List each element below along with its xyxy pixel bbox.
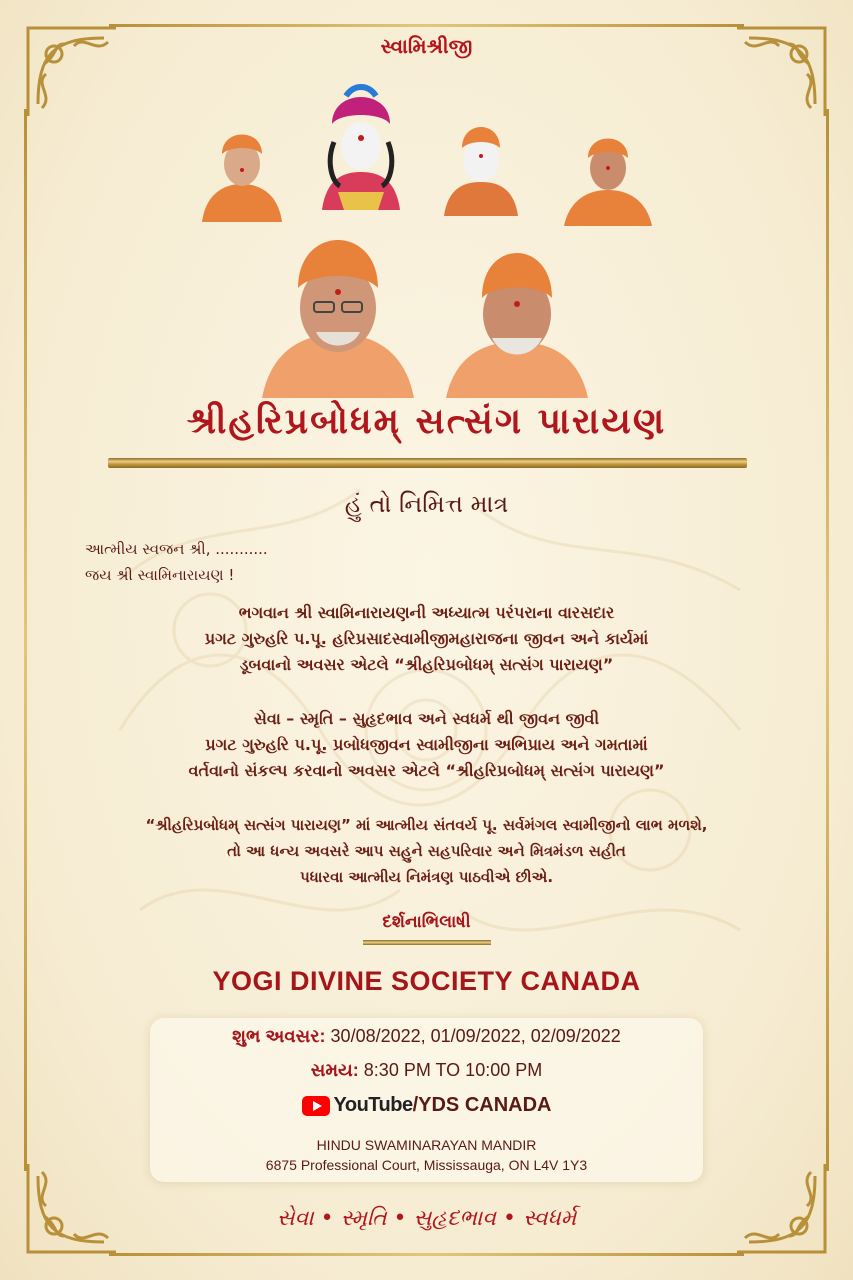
darshan-underline	[363, 940, 491, 945]
youtube-wordmark: YouTube	[333, 1094, 413, 1116]
paragraph-3-line: “શ્રીહરિપ્રબોધમ્ સત્સંગ પારાયણ” માં આત્મીય સંતવર્ય પૂ. સર્વમંગલ સ્વામીજીનો લાભ મળશે,	[145, 816, 708, 834]
organization-name: YOGI DIVINE SOCIETY CANADA	[212, 966, 641, 996]
paragraph-2	[0, 706, 853, 784]
main-title: શ્રીહરિપ્રબોધમ્ સત્સંગ પારાયણ	[186, 400, 667, 442]
venue-address: 6875 Professional Court, Mississauga, ON L4V 1Y3	[265, 1157, 588, 1173]
time-label: સમય:	[310, 1060, 359, 1080]
date-label: શુભ અવસર:	[232, 1026, 326, 1046]
paragraph-1-line: ભગવાન શ્રી સ્વામિનારાયણની અધ્યાત્મ પરંપરાના વારસદાર	[238, 603, 615, 622]
paragraph-2-line: સેવા – સ્મૃતિ – સુહૃદભાવ અને સ્વધર્મ થી જીવન જીવી	[253, 709, 600, 728]
time-row	[0, 1060, 853, 1081]
saint-portrait-left	[196, 118, 288, 222]
event-dates: 30/08/2022, 01/09/2022, 02/09/2022	[330, 1026, 621, 1046]
greeting-line-2: જય શ્રી સ્વામિનારાયણ !	[85, 566, 235, 584]
paragraph-3	[0, 812, 853, 890]
frame-top-line	[109, 24, 744, 27]
deity-portrait-white	[438, 112, 524, 216]
footer-motto: સેવા • સ્મૃતિ • સુહૃદભાવ • સ્વધર્મ	[276, 1206, 577, 1231]
venue-name: HINDU SWAMINARAYAN MANDIR	[316, 1137, 537, 1153]
paragraph-3-line: તો આ ધન્ય અવસરે આપ સહુને સહપરિવાર અને મિત્રમંડળ સહીત	[227, 842, 626, 860]
paragraph-3-line: પધારવા આત્મીય નિમંત્રણ પાઠવીએ છીએ.	[299, 868, 554, 886]
darshan-label: દર્શનાભિલાષી	[382, 912, 471, 932]
paragraph-2-line: વર્તવાનો સંકલ્પ કરવાનો અવસર એટલે “શ્રીહરિપ્રબોધમ્ સત્સંગ પારાયણ”	[188, 761, 665, 780]
youtube-row[interactable]	[0, 1094, 853, 1117]
paragraph-1	[0, 600, 853, 678]
deity-portrait-center	[318, 82, 404, 210]
title-underline	[108, 458, 747, 468]
event-time: 8:30 PM TO 10:00 PM	[363, 1060, 543, 1080]
greeting-line-1: આત્મીય સ્વજન શ્રી, ...........	[85, 540, 268, 558]
paragraph-1-line: ડૂબવાનો અવસર એટલે “શ્રીહરિપ્રબોધમ્ સત્સંગ પારાયણ”	[239, 655, 614, 674]
youtube-play-icon	[302, 1096, 330, 1116]
guru-portrait-left	[258, 216, 418, 398]
frame-bottom-line	[109, 1253, 744, 1256]
date-row	[0, 1026, 853, 1047]
paragraph-1-line: પ્રગટ ગુરુહરિ પ.પૂ. હરિપ્રસાદસ્વામીજીમહારાજના જીવન અને કાર્યમાં	[204, 629, 649, 648]
subtitle: હું તો નિમિત્ત માત્ર	[344, 490, 509, 518]
saint-portrait-right	[560, 128, 656, 226]
top-title: સ્વામિશ્રીજી	[380, 34, 473, 58]
youtube-channel: /YDS CANADA	[412, 1094, 552, 1116]
paragraph-2-line: પ્રગટ ગુરુહરિ પ.પૂ. પ્રબોધજીવન સ્વામીજીના અભિપ્રાય અને ગમતામાં	[205, 735, 648, 754]
guru-portrait-right	[442, 240, 592, 398]
